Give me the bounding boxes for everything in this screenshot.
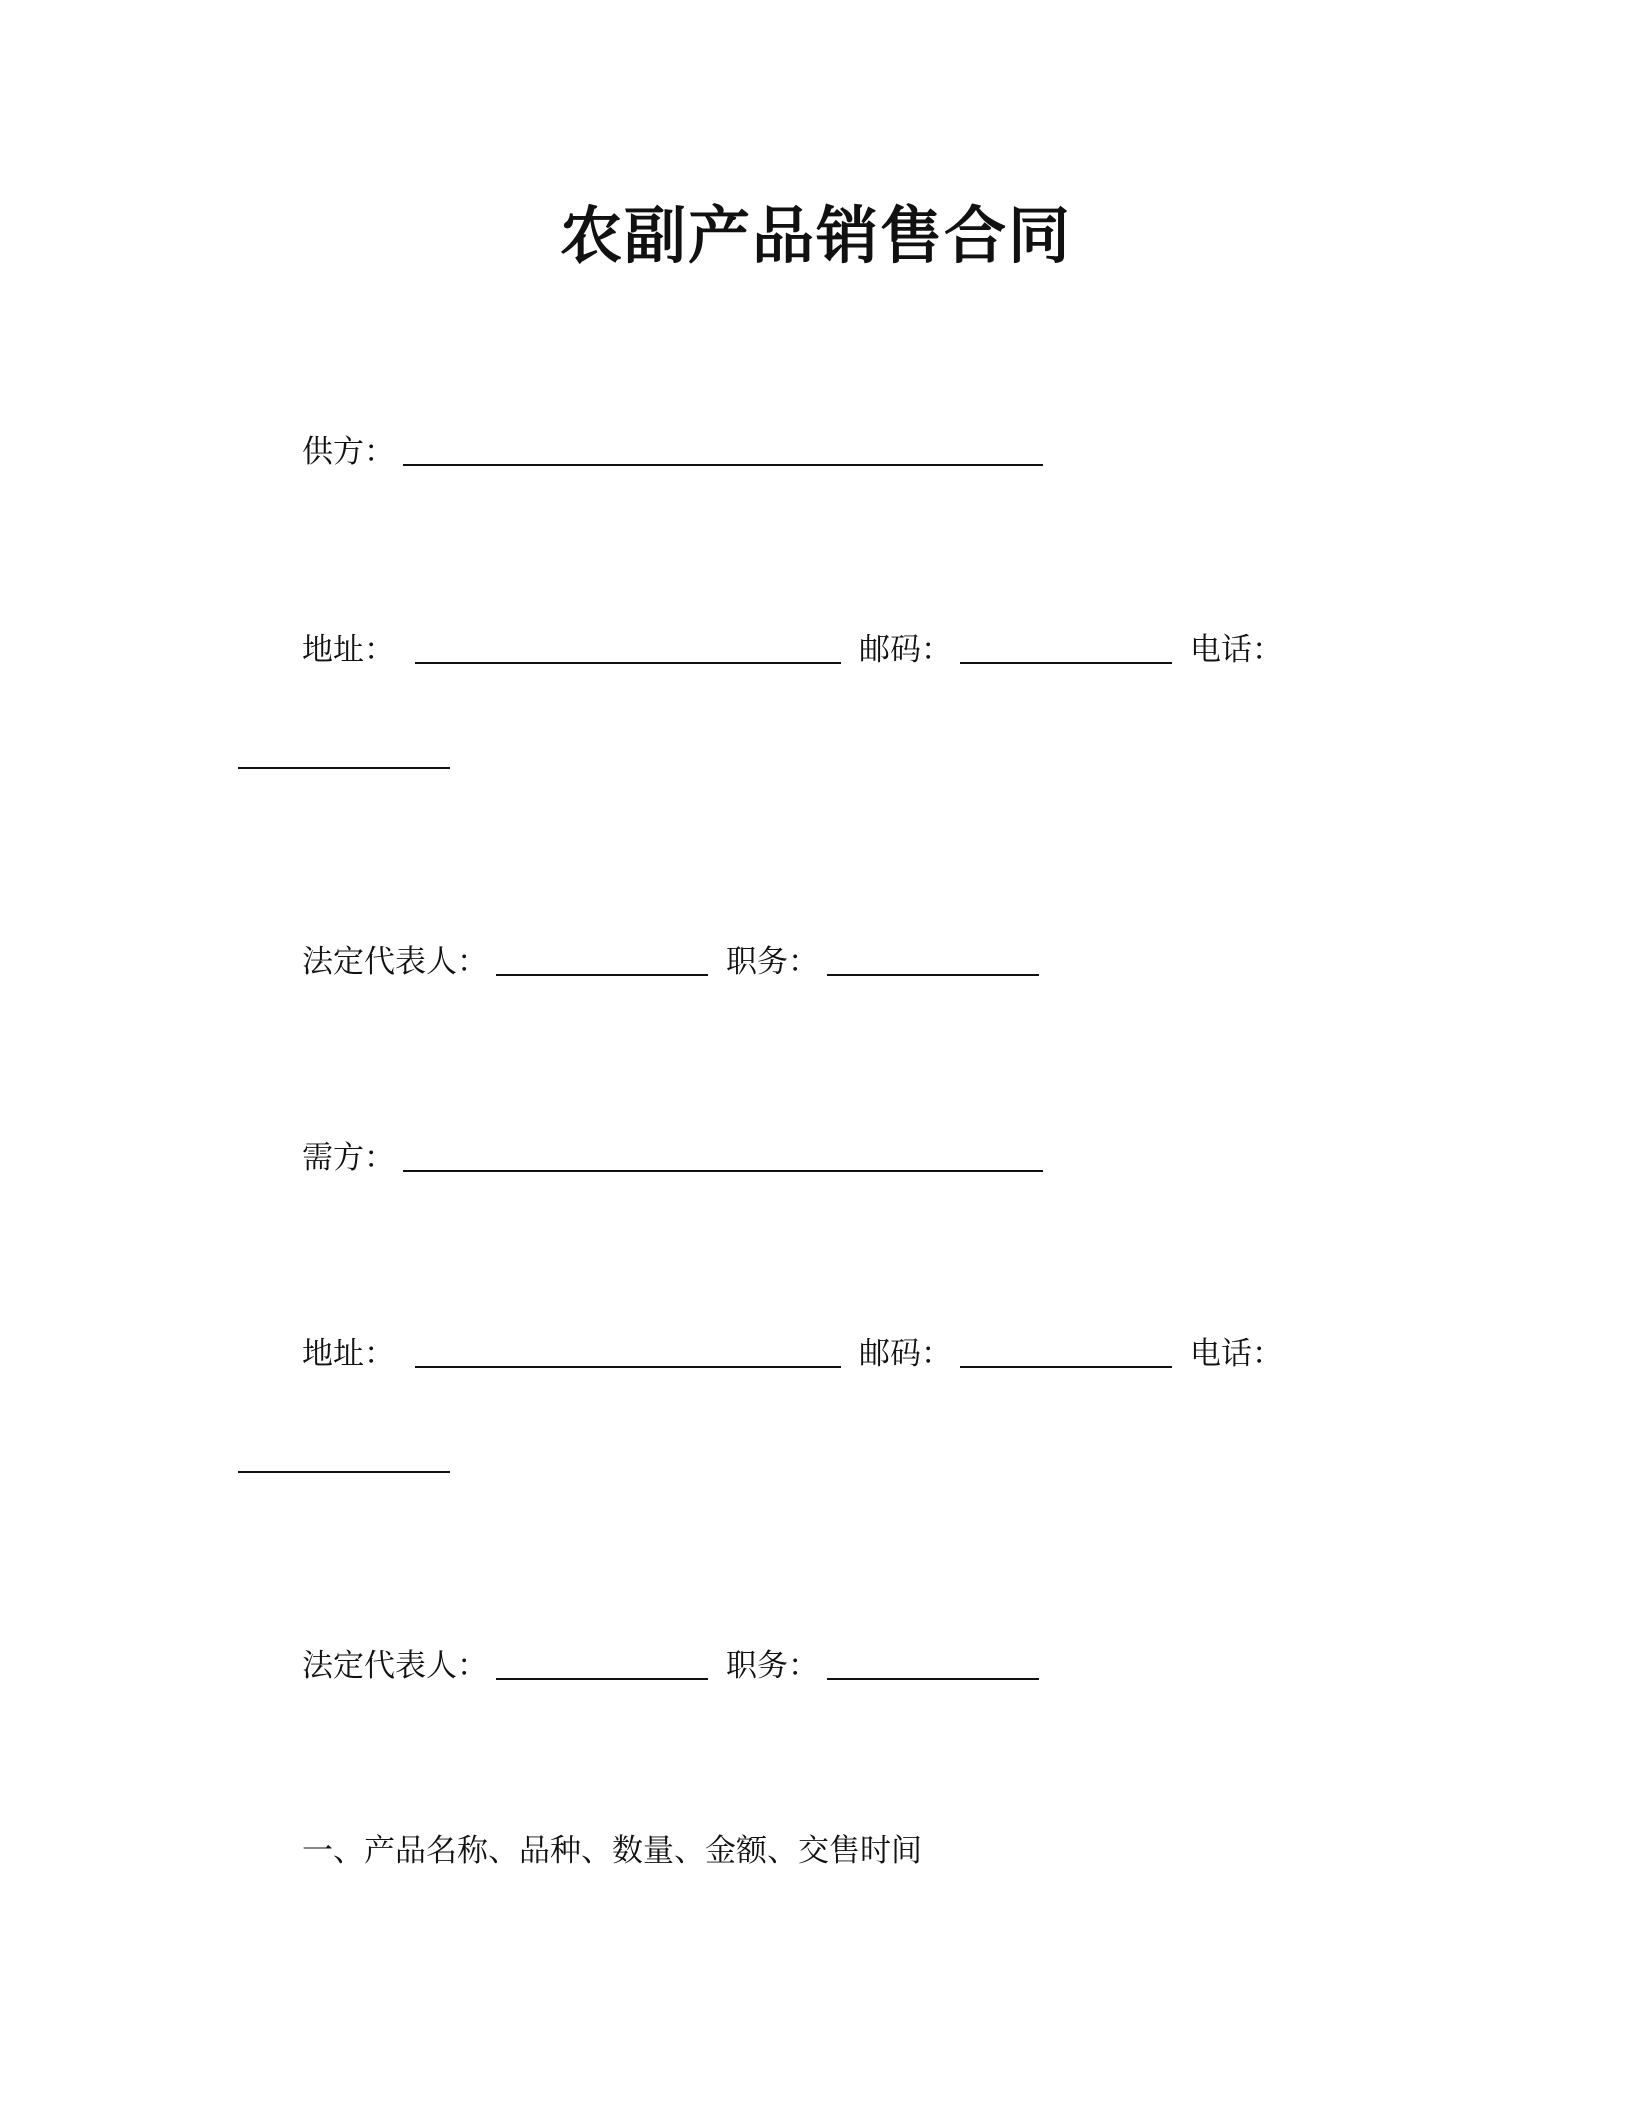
supplier-legal-rep-label: 法定代表人：	[302, 944, 488, 980]
supplier-address-row	[302, 620, 1283, 670]
buyer-postcode-blank[interactable]	[960, 1336, 1172, 1368]
buyer-postcode-label: 邮码：	[859, 1336, 952, 1372]
supplier-postcode-blank[interactable]	[960, 632, 1172, 664]
buyer-party-label: 需方：	[302, 1140, 395, 1176]
supplier-phone-blank[interactable]	[238, 767, 450, 769]
buyer-legal-rep-blank[interactable]	[496, 1648, 708, 1680]
document-title: 农副产品销售合同	[559, 199, 1072, 272]
buyer-phone-label: 电话：	[1190, 1336, 1283, 1372]
buyer-address-label: 地址：	[302, 1336, 395, 1372]
buyer-legal-rep-label: 法定代表人：	[302, 1648, 488, 1684]
buyer-position-blank[interactable]	[827, 1648, 1039, 1680]
buyer-party-row	[302, 1128, 1043, 1178]
supplier-postcode-label: 邮码：	[859, 632, 952, 668]
buyer-position-label: 职务：	[726, 1648, 819, 1684]
supplier-phone-label: 电话：	[1190, 632, 1283, 668]
buyer-phone-blank[interactable]	[238, 1471, 450, 1473]
supplier-legal-rep-row	[302, 932, 1039, 982]
supplier-party-row	[302, 422, 1043, 472]
supplier-party-blank[interactable]	[403, 434, 1043, 466]
section-1-heading: 一、产品名称、品种、数量、金额、交售时间	[302, 1833, 922, 1869]
supplier-position-blank[interactable]	[827, 944, 1039, 976]
supplier-legal-rep-blank[interactable]	[496, 944, 708, 976]
supplier-party-label: 供方：	[302, 434, 395, 470]
buyer-address-blank[interactable]	[415, 1336, 841, 1368]
supplier-address-label: 地址：	[302, 632, 395, 668]
supplier-position-label: 职务：	[726, 944, 819, 980]
buyer-address-row	[302, 1324, 1283, 1374]
buyer-party-blank[interactable]	[403, 1140, 1043, 1172]
supplier-address-blank[interactable]	[415, 632, 841, 664]
buyer-legal-rep-row	[302, 1636, 1039, 1686]
